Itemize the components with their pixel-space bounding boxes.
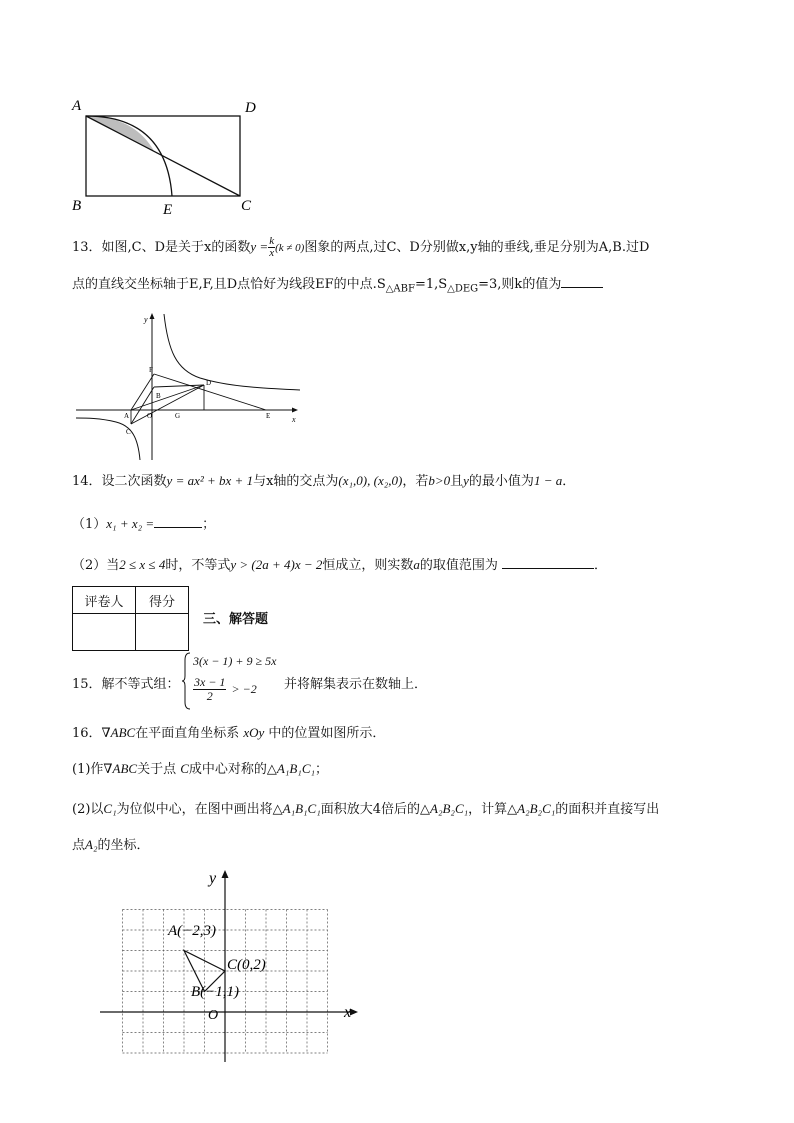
label-c: C [126, 428, 131, 436]
q13-sub-deg: △DEG [447, 283, 479, 295]
label-d: D [206, 379, 212, 387]
q14-p1-end: ； [202, 517, 216, 532]
q14-fn: y = ax² + bx + 1 [166, 473, 254, 488]
q14-p1-label: （1） [72, 517, 107, 532]
hyperbola-branch-left [76, 418, 140, 460]
q14-p1-blank[interactable] [154, 515, 202, 528]
q14-text-c: ，若 [402, 474, 429, 489]
q16-num: 16． [72, 726, 102, 741]
q13-text-a: 13．如图,C、D是关于x的函数 [72, 240, 251, 255]
diagonal-ac [86, 116, 240, 196]
line-bd [154, 385, 204, 387]
q16-text-a: 在平面直角坐标系 [135, 726, 240, 741]
label-x: x [344, 1004, 352, 1021]
q14-p2-end: ． [594, 558, 608, 573]
q14-text-a: 14．设二次函数 [72, 474, 167, 489]
q14-p2-range: 2 ≤ x ≤ 4 [119, 557, 166, 572]
q15-fraction [193, 676, 226, 703]
q16-p2-c: 面积放大4倍后的 [320, 802, 421, 817]
q16-p1-d: 成中心对称的 [188, 762, 267, 777]
q13-line2 [72, 275, 603, 299]
q13-text-c: 点的直线交坐标轴于E,F,且D点恰好为线段EF的中点.S [72, 277, 386, 292]
q15-tail: 并将解集表示在数轴上． [284, 677, 428, 692]
label-b: B [156, 392, 161, 400]
label-c: C [241, 198, 252, 214]
q14-min: 1 − a [533, 473, 563, 488]
q14-cond: b>0 [428, 473, 451, 488]
label-b: B(−1,1) [191, 984, 240, 1000]
q14-part1 [72, 515, 215, 534]
q13-fn-y: y = [250, 239, 269, 254]
q15-label: 15．解不等式组： [72, 677, 180, 692]
q16-p2-pt: A₂ [85, 837, 98, 852]
q13-sub-abf: △ABF [385, 283, 415, 295]
label-a: A [124, 412, 130, 420]
label-e: E [266, 412, 271, 420]
q14-p2-text-b: 时，不等式 [165, 558, 231, 573]
q15-frac-den: 2 [206, 689, 213, 703]
q13-text-e: =3,则k的值为 [478, 277, 562, 292]
label-c: C(0,2) [227, 957, 266, 973]
section-title: 三、解答题 [203, 612, 269, 627]
label-o: O [147, 412, 153, 420]
y-axis-arrow [222, 870, 229, 878]
q14-p2-text-d: 的取值范围为 [419, 558, 498, 573]
q16-p2-a: (2)以 [72, 802, 104, 817]
q16-p2-b: 为位似中心，在图中画出将 [116, 802, 273, 817]
q14-p2-ineq: y > (2a + 4)x − 2 [230, 557, 323, 572]
q16-p2-e: 的面积并直接写出 [555, 802, 660, 817]
q16-p1-b: 关于点 [137, 762, 177, 777]
q16-text-b: 中的位置如图所示． [268, 726, 386, 741]
label-o: O [208, 1008, 219, 1023]
q16-stem [72, 724, 385, 743]
q14-y: y [463, 473, 469, 488]
q14-p2-text-c: 恒成立，则实数 [322, 558, 414, 573]
score-cell-score[interactable] [136, 614, 189, 651]
q14-p2-text-a: （2）当 [72, 558, 120, 573]
label-b: B [72, 198, 82, 214]
q14-p2-a: a [413, 557, 420, 572]
label-y: y [209, 870, 217, 887]
q15-ineq1: 3(x − 1) + 9 ≥ 5x [193, 654, 277, 668]
q16-p1-a: (1)作 [72, 762, 104, 777]
q15-brace [182, 652, 192, 710]
q13-fn-k: k [269, 235, 275, 247]
q14-text-f: ． [562, 474, 576, 489]
q14-p1-expr: x₁ + x₂ = [106, 516, 155, 531]
x-axis-arrow [292, 408, 298, 413]
q14-text-d: 且 [450, 474, 464, 489]
q14-points: (x₁,0), (x₂,0) [338, 473, 403, 488]
q16-part1 [72, 760, 328, 779]
q13-line1 [72, 236, 649, 259]
q16-p1-tri: ∇ABC [103, 761, 138, 776]
q16-p1-end: ； [315, 762, 329, 777]
q16-p2-d: ，计算 [468, 802, 508, 817]
q15-ineq2-rest: > −2 [231, 682, 257, 696]
label-x: x [292, 415, 296, 424]
q16-sys: xOy [243, 725, 265, 740]
score-cell-grader[interactable] [73, 614, 136, 651]
figure-rectangle-arc [66, 92, 266, 222]
score-table [72, 586, 189, 651]
q16-tri: ∇ABC [101, 725, 136, 740]
q16-p2-line2-a: 点 [72, 838, 86, 853]
q16-p2-line2-b: 的坐标． [97, 838, 150, 853]
q13-fn-cond: (k ≠ 0) [275, 242, 305, 254]
figure-hyperbola [76, 310, 302, 462]
q16-p2-c1: C₁ [103, 801, 117, 816]
label-y: y [144, 315, 148, 324]
label-d: D [245, 100, 256, 116]
label-f: F [149, 366, 153, 374]
label-e: E [163, 202, 173, 218]
line-cd [131, 385, 204, 424]
y-axis-arrow [150, 313, 155, 319]
score-col-grader: 评卷人 [73, 587, 136, 614]
label-g: G [175, 412, 181, 420]
q14-text-e: 的最小值为 [468, 474, 534, 489]
q13-answer-blank[interactable] [561, 275, 603, 288]
x-axis-arrow [350, 1009, 358, 1016]
q14-text-b: 与x轴的交点为 [253, 474, 339, 489]
q16-part2 [72, 800, 659, 819]
q14-part2 [72, 556, 607, 575]
label-a: A(−2,3) [168, 923, 217, 939]
q14-p2-blank[interactable] [502, 556, 594, 569]
q15-ineq2 [193, 676, 257, 703]
q16-part2-line2 [72, 836, 150, 855]
q13-text-d: =1,S [414, 277, 448, 292]
q16-p2-tri2: △A₂B₂C₁ [420, 801, 469, 816]
q13-fn-x: x [269, 247, 275, 259]
q16-p2-tri3: △A₂B₂C₁ [507, 801, 556, 816]
label-a: A [72, 98, 82, 114]
q16-p1-c: C [180, 761, 189, 776]
q15-frac-num: 3x − 1 [194, 675, 226, 689]
hyperbola-branch-right [164, 314, 300, 390]
q14-stem [72, 472, 575, 491]
q13-text-b: 图象的两点,过C、D分别做x,y轴的垂线,垂足分别为A,B.过D [304, 240, 650, 255]
score-col-score: 得分 [136, 587, 189, 614]
q16-p1-tri2: △A₁B₁C₁ [266, 761, 316, 776]
figure-coordinate-grid [96, 866, 366, 1066]
q16-p2-tri1: △A₁B₁C₁ [272, 801, 321, 816]
